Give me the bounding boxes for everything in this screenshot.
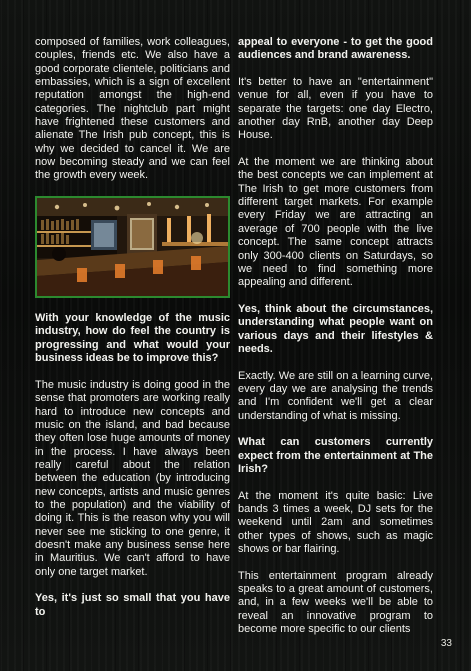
left-paragraph-2: The music industry is doing good in the sense that promoters are working really hard to introduce new concepts and music on the island, and bad because they often lose huge amounts of money in the process. I have always been really careful about the relation between the education (by introducing new concepts, artists and music genres to the population) and the viability of doing it. This is the reason why you will never see me sticking to one genre, it doesn't make any business sense here in Mauritius. We can't afford to have only one target market. (35, 378, 230, 578)
left-paragraph-1: composed of families, work colleagues, couples, friends etc. We also have a good corporate clientele, politicians and embassies, which is a sign of excellent reputation amongst the high-end categories. The nightclub part might have frightened these customers and alienate The Irish pub concept, this is why we decided to cancel it. We are now becoming steady and we can feel the growth every week. (35, 36, 230, 182)
right-paragraph-1: It's better to have an "entertainment" venue for all, even if you have to separate the targets: one day Electro, another day RnB, another day Deep House. (238, 76, 433, 142)
right-question-4: What can customers currently expect from the entertainment at The Irish? (238, 436, 433, 475)
right-paragraph-3: Exactly. We are still on a learning curve, every day we are analysing the trends and I'm confident we'll get a clear understanding of what is missing. (238, 369, 433, 422)
right-column (238, 36, 433, 636)
page-number: 33 (440, 638, 452, 649)
right-paragraph-4: At the moment it's quite basic: Live bands 3 times a week, DJ sets for the weekend until 2am and sometimes other types of shows, such as magic shows or bar flairing. (238, 489, 433, 556)
bar-interior-illustration (37, 198, 228, 296)
left-column (35, 36, 230, 619)
right-paragraph-5: This entertainment program already speaks to a great amount of customers, and, in a few weeks we'll be able to reveal an innovative program to become more specific to our clients (238, 569, 433, 636)
left-question-2-start: Yes, it's just so small that you have to (35, 592, 230, 618)
left-question-1: With your knowledge of the music industry, how do feel the country is progressing and what would your business ideas be to improve this? (35, 312, 230, 365)
right-question-2-end: appeal to everyone - to get the good audiences and brand awareness. (238, 36, 433, 62)
right-paragraph-2: At the moment we are thinking about the best concepts we can implement at The Irish to get more customers from different target markets. For example every Friday we are attracting an average of 700 people with the live concept. The same concept attracts only 300-400 clients on Saturdays, so we need to find something more appealing and different. (238, 156, 433, 289)
right-question-3: Yes, think about the circumstances, understanding what people want on various days and their lifestyles & needs. (238, 302, 433, 355)
bar-interior-photo (35, 196, 230, 298)
